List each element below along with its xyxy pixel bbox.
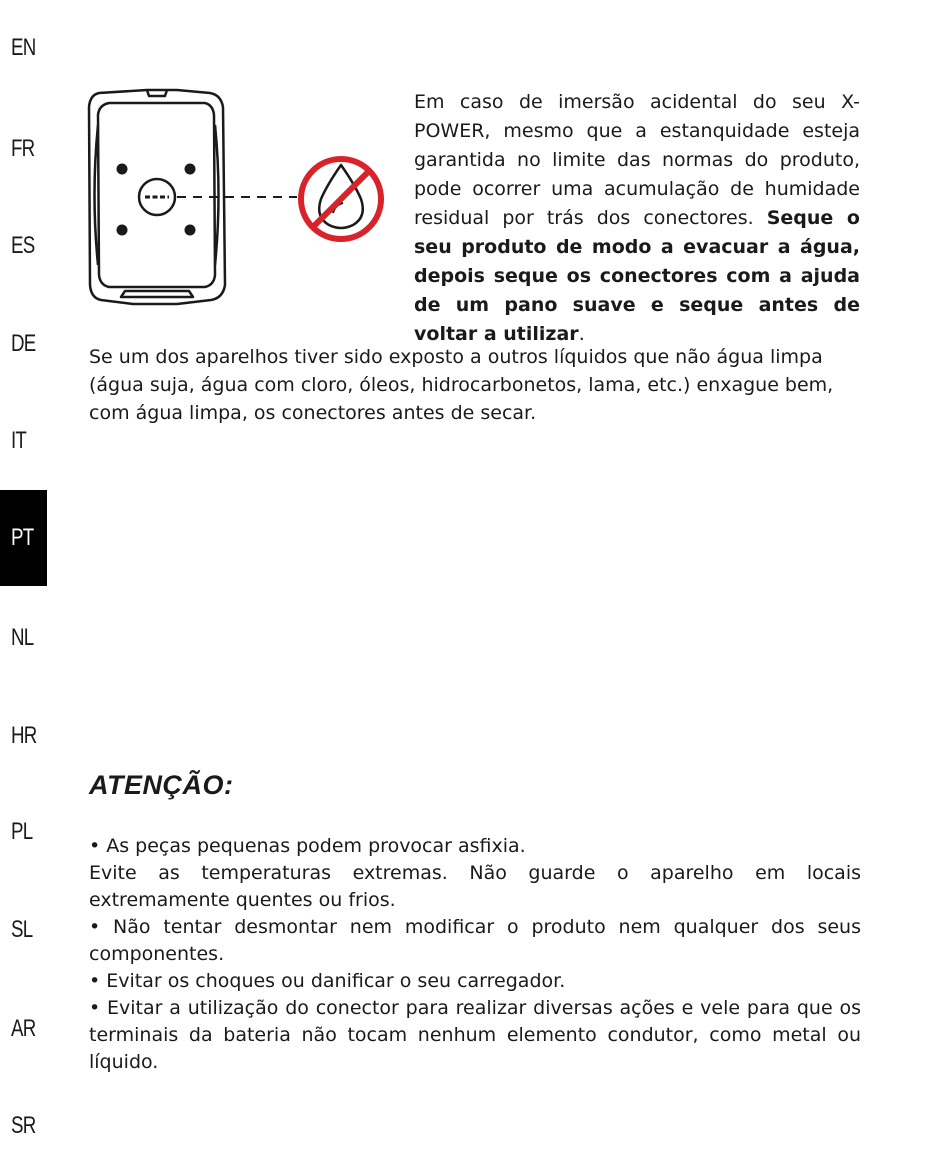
- lang-tab-pt[interactable]: PT: [0, 490, 47, 586]
- attention-item: Evite as temperaturas extremas. Não guarde o aparelho em locais extremamente quentes ou frios.: [89, 862, 861, 911]
- immersion-text: Em caso de imersão acidental do seu X-POWER, mesmo que a estanquidade esteja garantida no limite das normas do produto, pode ocorrer uma acumulação de humidade residual por trás dos conectores.: [414, 91, 860, 229]
- lang-tab-sl[interactable]: SL: [11, 916, 33, 943]
- device-back-icon: [85, 85, 395, 310]
- lang-tab-hr[interactable]: HR: [11, 722, 37, 749]
- device-illustration: [85, 85, 395, 314]
- lang-tab-pl[interactable]: PL: [11, 818, 33, 845]
- language-sidebar: [0, 0, 47, 1174]
- immersion-drying-instructions: Seque o seu produto de modo a evacuar a água, depois seque os conectores com a ajuda de um pano suave e seque antes de voltar a utilizar: [414, 207, 860, 345]
- lang-tab-nl[interactable]: NL: [11, 624, 34, 651]
- lang-tab-en[interactable]: EN: [11, 34, 36, 61]
- other-liquids-paragraph: Se um dos aparelhos tiver sido exposto a outros líquidos que não água limpa (água suja, água com cloro, óleos, hidrocarbonetos, lama, etc.) enxague bem, com água limpa, os conectores antes de secar.: [89, 346, 834, 424]
- attention-heading: ATENÇÃO:: [89, 770, 234, 800]
- lang-tab-it[interactable]: IT: [11, 427, 27, 454]
- lang-tab-fr[interactable]: FR: [11, 135, 35, 162]
- attention-item: • Evitar os choques ou danificar o seu carregador.: [89, 970, 566, 992]
- attention-item: • Evitar a utilização do conector para realizar diversas ações e vele para que os terminais da bateria não tocam nenhum elemento condutor, como metal ou líquido.: [89, 997, 861, 1073]
- lang-tab-sr[interactable]: SR: [11, 1112, 36, 1139]
- no-water-drop-icon: [301, 159, 381, 239]
- attention-item: • As peças pequenas podem provocar asfixia.: [89, 835, 526, 857]
- attention-list: [89, 833, 861, 1076]
- lang-tab-ar[interactable]: AR: [11, 1015, 36, 1042]
- immersion-warning-paragraph: [414, 88, 860, 349]
- attention-item: • Não tentar desmontar nem modificar o produto nem qualquer dos seus componentes.: [89, 916, 861, 965]
- immersion-end: .: [578, 323, 585, 345]
- lang-tab-es[interactable]: ES: [11, 232, 35, 259]
- connector-port-icon: [139, 179, 175, 215]
- lang-tab-de[interactable]: DE: [11, 330, 36, 357]
